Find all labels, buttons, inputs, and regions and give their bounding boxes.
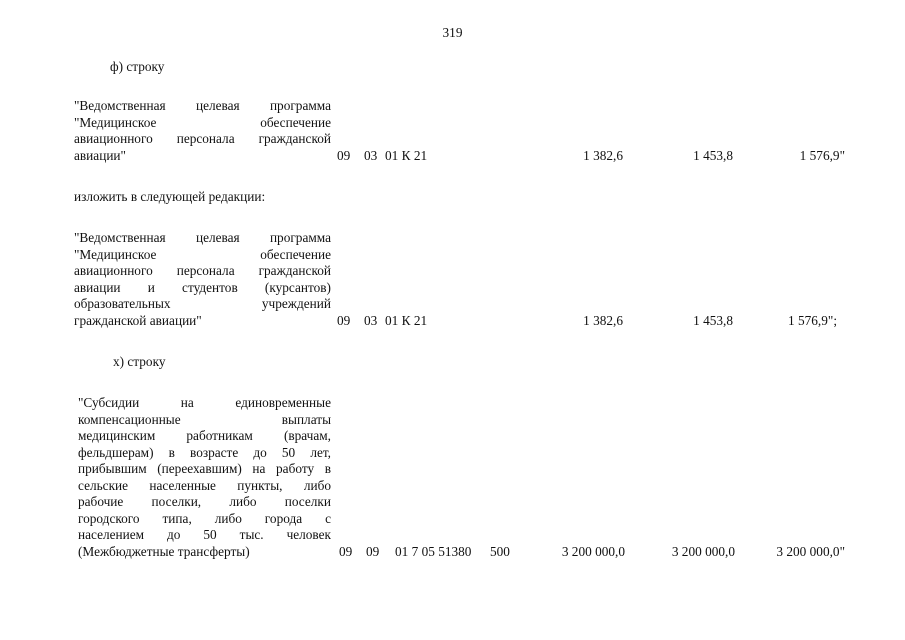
description-line: городского типа, либо города с xyxy=(78,510,331,526)
description-line: сельские населенные пункты, либо xyxy=(78,477,331,493)
section-code: 09 xyxy=(339,544,353,559)
expense-type-code: 500 xyxy=(490,544,510,559)
section-code: 09 xyxy=(337,313,351,328)
subsidy-description xyxy=(78,395,331,560)
amount-year-3: 3 200 000,0" xyxy=(776,544,845,559)
instruction-new-edition: изложить в следующей редакции: xyxy=(74,189,266,204)
instruction-replace-row-f: ф) строку xyxy=(110,59,165,74)
old-program-description xyxy=(74,98,331,164)
amount-year-2: 3 200 000,0 xyxy=(671,544,735,559)
description-line: "Ведомственная целевая программа xyxy=(74,230,331,245)
amount-year-1: 1 382,6 xyxy=(583,148,623,163)
description-line: авиации и студентов (курсантов) xyxy=(74,279,331,295)
section-code: 09 xyxy=(337,148,351,163)
amount-year-2: 1 453,8 xyxy=(693,148,733,163)
target-article-code: 01 7 05 51380 xyxy=(395,544,472,559)
description-line: авиации" xyxy=(74,147,126,163)
amount-year-3: 1 576,9" xyxy=(799,148,845,163)
description-line: "Медицинское обеспечение xyxy=(74,114,331,130)
description-line: образовательных учреждений xyxy=(74,296,331,311)
description-line: авиационного персонала гражданской xyxy=(74,131,331,146)
target-article-code: 01 К 21 xyxy=(385,313,428,328)
description-line: (Межбюджетные трансферты) xyxy=(78,543,250,559)
description-line: "Ведомственная целевая программа xyxy=(74,98,331,113)
amount-year-2: 1 453,8 xyxy=(693,313,733,328)
description-line: фельдшерам) в возрасте до 50 лет, xyxy=(78,444,331,460)
amount-year-1: 3 200 000,0 xyxy=(561,544,625,559)
description-line: компенсационные выплаты xyxy=(78,411,331,427)
description-line: медицинским работникам (врачам, xyxy=(78,428,331,443)
instruction-replace-row-h: х) строку xyxy=(113,354,166,369)
description-line: рабочие поселки, либо поселки xyxy=(78,494,331,509)
subsection-code: 09 xyxy=(366,544,380,559)
new-program-description xyxy=(74,230,331,329)
page-number: 319 xyxy=(442,25,463,40)
description-line: гражданской авиации" xyxy=(74,312,202,328)
description-line: населением до 50 тыс. человек xyxy=(78,527,331,542)
description-line: "Медицинское обеспечение xyxy=(74,246,331,262)
description-line: авиационного персонала гражданской xyxy=(74,263,331,278)
description-line: "Субсидии на единовременные xyxy=(78,395,331,410)
amount-year-1: 1 382,6 xyxy=(583,313,623,328)
target-article-code: 01 К 21 xyxy=(385,148,428,163)
description-line: прибывшим (переехавшим) на работу в xyxy=(78,461,331,476)
subsection-code: 03 xyxy=(364,313,378,328)
amount-year-3: 1 576,9"; xyxy=(788,313,838,328)
subsection-code: 03 xyxy=(364,148,378,163)
